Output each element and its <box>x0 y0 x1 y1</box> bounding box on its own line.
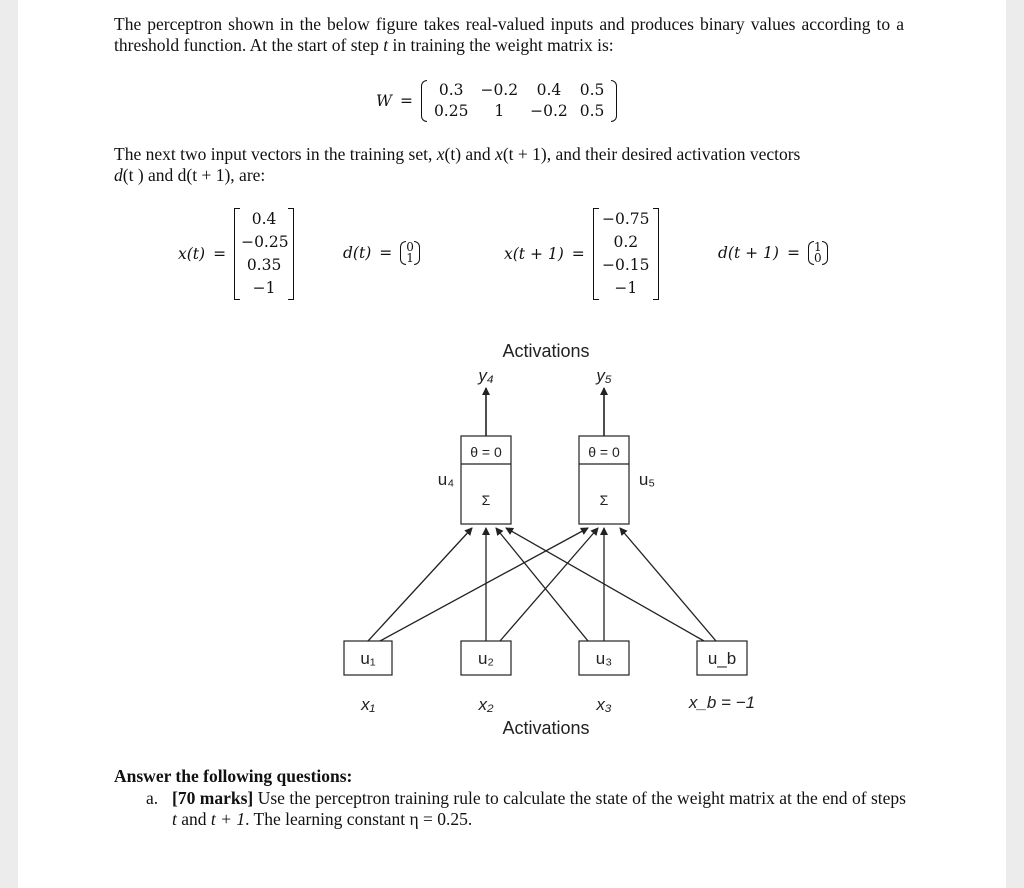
x-t-label: x(t) <box>178 245 206 263</box>
vector-cell: −0.75 <box>602 210 650 228</box>
w-cell: −0.2 <box>480 81 519 99</box>
weight-matrix <box>421 80 617 122</box>
input-x3-label: x₃ <box>596 695 612 714</box>
w-cell: −0.2 <box>530 102 568 120</box>
vector-cell: 0.2 <box>613 233 639 251</box>
output-y4-label: y₄ <box>478 366 494 385</box>
vectors-text-d: (t ) and d(t + 1), are: <box>122 165 266 185</box>
vector-cell: −1 <box>252 279 276 297</box>
perceptron-diagram <box>18 330 1006 755</box>
d-t-vector <box>400 241 420 265</box>
question-text-b: and <box>176 809 211 829</box>
question-a-text <box>172 788 906 830</box>
unit-u4-sum: Σ <box>481 492 491 508</box>
unit-u5-sum: Σ <box>599 492 609 508</box>
vector-cell: −1 <box>614 279 638 297</box>
intro-text-b: in training the weight matrix is: <box>388 35 614 55</box>
vectors-text-b: (t) and <box>444 144 496 164</box>
connection-u1-u4 <box>368 528 472 641</box>
vectors-x-var: x <box>436 144 445 164</box>
vector-cell: 0 <box>406 240 414 254</box>
document-page <box>18 0 1006 888</box>
connection-ub-u4 <box>506 528 704 641</box>
w-cell: 0.3 <box>438 81 464 99</box>
intro-step-var: t <box>383 35 389 55</box>
equals-sign: = <box>786 244 800 262</box>
unit-u5-label: u₅ <box>638 470 656 489</box>
vector-cell: −0.15 <box>602 256 650 274</box>
input-x1-label: x₁ <box>361 695 375 714</box>
unit-ub-label: u_b <box>707 649 737 668</box>
vectors-text-c: (t + 1), and their desired activation vectors <box>502 144 801 164</box>
w-cell: 0.5 <box>579 102 605 120</box>
unit-u3-label: u₃ <box>595 649 613 668</box>
vectors-d-var: d <box>114 165 123 185</box>
unit-u4-threshold: θ = 0 <box>470 444 502 460</box>
equals-sign: = <box>399 92 413 110</box>
bottom-activations-label: Activations <box>502 718 590 738</box>
intro-paragraph <box>114 14 904 56</box>
d-t1-label: d(t + 1) <box>718 244 779 262</box>
equals-sign: = <box>571 245 585 263</box>
weight-matrix-equation <box>376 80 617 122</box>
connection-u3-u4 <box>496 528 588 641</box>
unit-u4-label: u₄ <box>437 470 455 489</box>
connection-ub-u5 <box>620 528 716 641</box>
input-x2-label: x₂ <box>478 695 494 714</box>
intro-text-a: The perceptron shown in the below figure takes real-valued inputs and produces binary values according to a threshold function. At the start of step <box>114 14 904 55</box>
equals-sign: = <box>213 245 227 263</box>
vector-cell: 0.4 <box>251 210 277 228</box>
d-t1-equation <box>718 241 828 265</box>
d-t-equation <box>343 241 420 265</box>
vectors-x-var: x <box>495 144 503 164</box>
x-t1-equation <box>504 208 659 300</box>
question-t1-var: t + 1 <box>210 809 246 829</box>
d-t-label: d(t) <box>343 244 372 262</box>
connection-u1-u5 <box>380 528 588 641</box>
output-y5-label: y₅ <box>596 366 612 385</box>
vector-cell: −0.25 <box>241 233 289 251</box>
connection-u2-u5 <box>500 528 598 641</box>
equals-sign: = <box>379 244 393 262</box>
question-marks: [70 marks] <box>172 788 254 808</box>
unit-u2-label: u₂ <box>477 649 495 668</box>
w-cell: 0.5 <box>579 81 605 99</box>
vector-cell: 1 <box>813 240 822 254</box>
question-text-a: Use the perceptron training rule to calculate the state of the weight matrix at the end of steps <box>253 788 906 808</box>
vector-cell: 1 <box>406 251 414 265</box>
question-text-c: . The learning constant η = 0.25. <box>245 809 473 829</box>
vectors-paragraph <box>114 144 904 186</box>
vectors-text-a: The next two input vectors in the training set, <box>114 144 437 164</box>
question-letter: a. <box>146 788 159 808</box>
weight-matrix-label: W <box>376 92 392 110</box>
top-activations-label: Activations <box>502 341 590 361</box>
d-t1-vector <box>808 241 828 265</box>
unit-u1-label: u₁ <box>360 649 376 668</box>
w-cell: 1 <box>494 102 505 120</box>
w-cell: 0.4 <box>536 81 562 99</box>
question-a <box>146 788 906 830</box>
x-t-equation <box>178 208 294 300</box>
input-xb-label: x_b = −1 <box>688 693 756 712</box>
unit-u5-threshold: θ = 0 <box>588 444 620 460</box>
x-t-vector <box>234 208 294 300</box>
questions-title: Answer the following questions: <box>114 766 353 786</box>
x-t1-vector <box>593 208 659 300</box>
vector-cell: 0.35 <box>246 256 282 274</box>
vector-cell: 0 <box>813 251 822 265</box>
w-cell: 0.25 <box>433 102 469 120</box>
question-t-var: t <box>172 809 177 829</box>
x-t1-label: x(t + 1) <box>504 245 564 263</box>
